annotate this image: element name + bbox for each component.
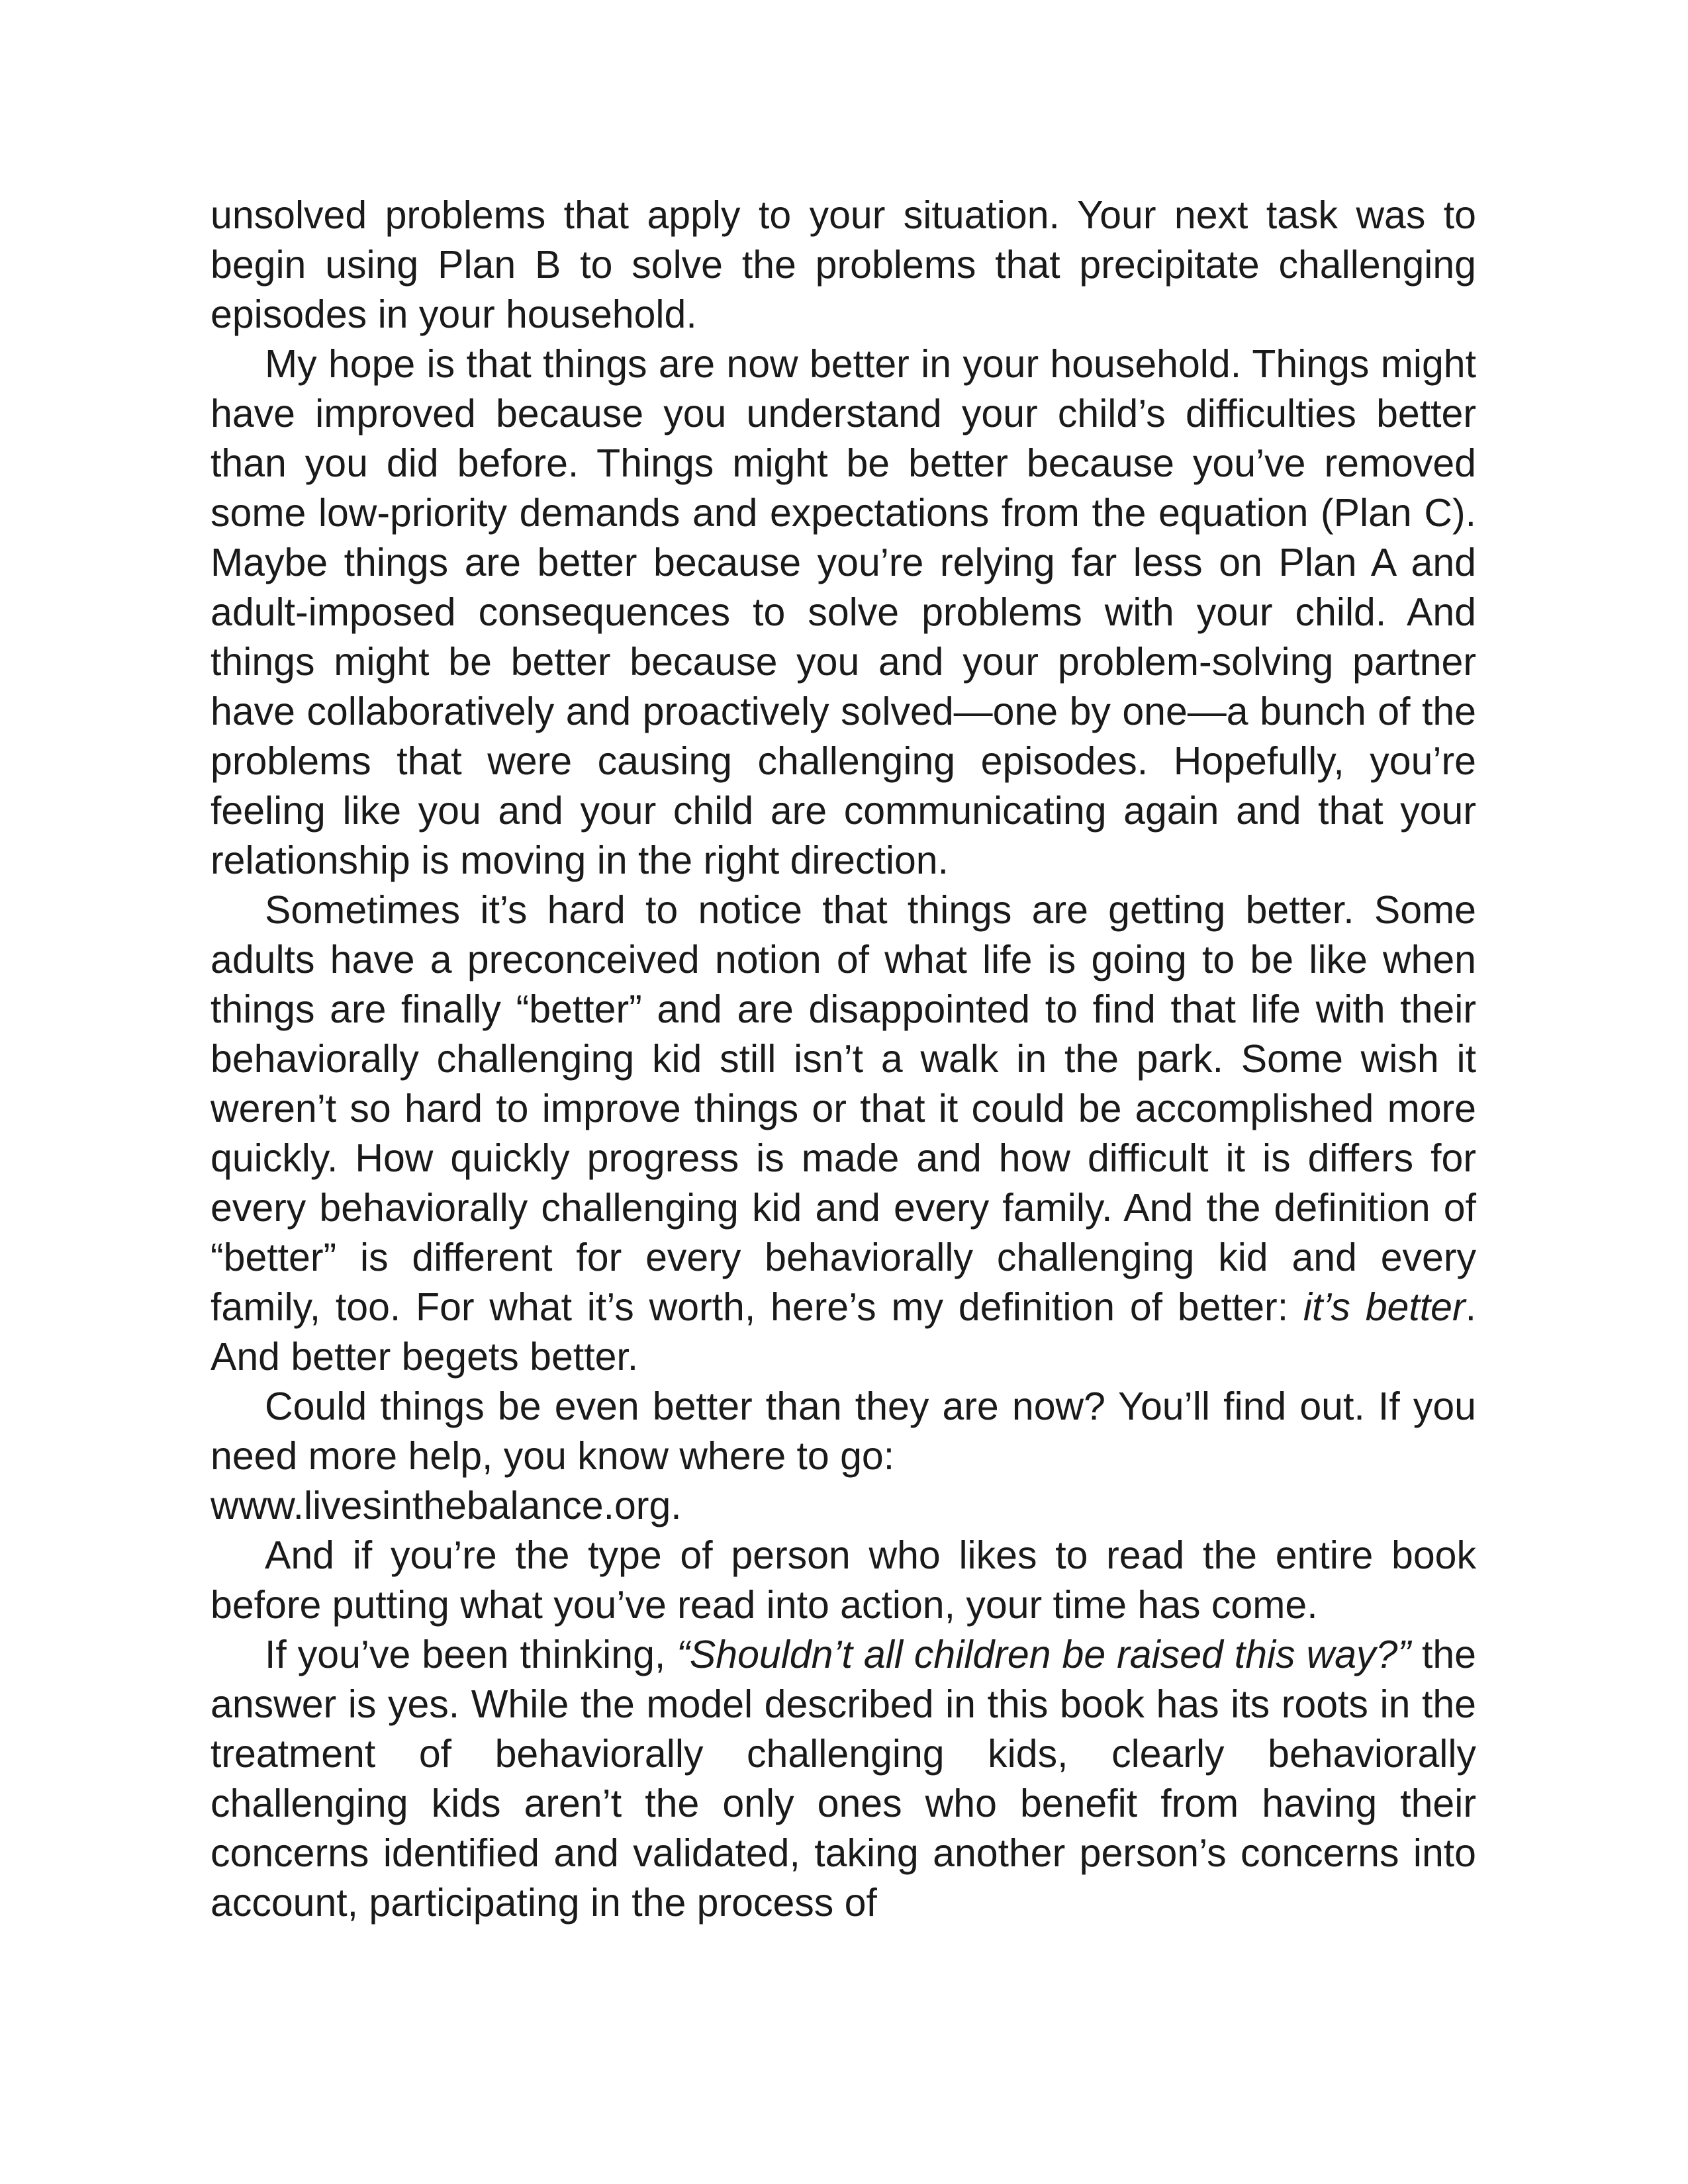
paragraph-6-text-before: If you’ve been thinking,: [265, 1633, 677, 1676]
paragraph-4: [211, 1382, 1476, 1531]
paragraph-5: [211, 1531, 1476, 1630]
paragraph-3-text-after: . And better begets better.: [211, 1285, 1476, 1379]
paragraph-3-text-before: Sometimes it’s hard to notice that things are getting better. Some adults have a preconceived notion of what life is going to be like when things are finally “better” and are disappointed to find that life with their behaviorally challenging kid still isn’t a walk in the park. Some wish it weren’t so hard to improve things or that it could be accomplished more quickly. How quickly progress is made and how difficult it is differs for every behaviorally challenging kid and every family. And the definition of “better” is different for every behaviorally challenging kid and every family, too. For what it’s worth, here’s my definition of better:: [211, 888, 1476, 1329]
paragraph-2-text: My hope is that things are now better in your household. Things might have improved because you understand your child’s difficulties better than you did before. Things might be better because you’ve removed some low-priority demands and expectations from the equation (Plan C). Maybe things are better because you’re relying far less on Plan A and adult-imposed consequences to solve problems with your child. And things might be better because you and your problem-solving partner have collaboratively and proactively solved—one by one—a bunch of the problems that were causing challenging episodes. Hopefully, you’re feeling like you and your child are communicating again and that your relationship is moving in the right direction.: [211, 342, 1476, 882]
paragraph-5-text: And if you’re the type of person who likes to read the entire book before putting what you’ve read into action, your time has come.: [211, 1533, 1476, 1627]
website-link[interactable]: www.livesinthebalance.org.: [211, 1484, 682, 1527]
paragraph-1: [211, 191, 1476, 340]
paragraph-6: [211, 1630, 1476, 1928]
page-body: [211, 191, 1476, 1928]
paragraph-6-italic: “Shouldn’t all children be raised this way?”: [677, 1633, 1411, 1676]
paragraph-2: [211, 340, 1476, 886]
paragraph-4-text: Could things be even better than they are now? You’ll find out. If you need more help, you know where to go:: [211, 1385, 1476, 1478]
paragraph-1-text: unsolved problems that apply to your situation. Your next task was to begin using Plan B to solve the problems that precipitate challenging episodes in your household.: [211, 193, 1476, 336]
paragraph-6-text-after: the answer is yes. While the model described in this book has its roots in the treatment of behaviorally challenging kids, clearly behaviorally challenging kids aren’t the only ones who benefit from having their concerns identified and validated, taking another person’s concerns into account, participating in the process of: [211, 1633, 1476, 1925]
paragraph-3-italic: it’s better: [1303, 1285, 1466, 1329]
paragraph-3: [211, 886, 1476, 1382]
